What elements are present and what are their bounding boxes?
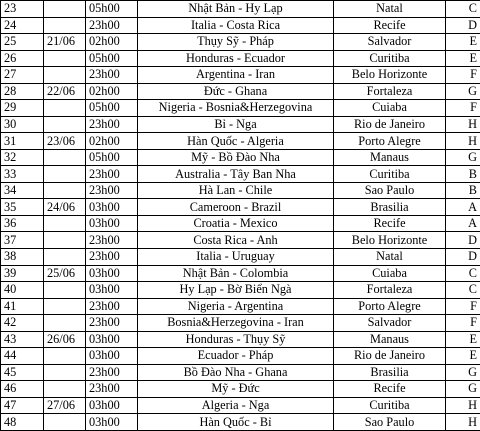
date-cell: 21/06 (44, 34, 86, 51)
time-cell: 03h00 (86, 397, 138, 414)
match-number-cell: 44 (1, 348, 44, 365)
venue-cell: Fortaleza (334, 83, 446, 100)
date-cell: 27/06 (44, 397, 86, 414)
match-teams-cell: Đức - Ghana (138, 83, 334, 100)
match-teams-cell: Hàn Quốc - Bỉ (138, 414, 334, 431)
date-cell: 23/06 (44, 133, 86, 150)
time-cell: 03h00 (86, 414, 138, 431)
match-number-cell: 29 (1, 100, 44, 117)
venue-cell: Sao Paulo (334, 414, 446, 431)
table-row (1, 215, 480, 232)
match-teams-cell: Bồ Đào Nha - Ghana (138, 364, 334, 381)
table-row (1, 100, 480, 117)
time-cell: 03h00 (86, 348, 138, 365)
match-number-cell: 23 (1, 1, 44, 18)
match-teams-cell: Croatia - Mexico (138, 215, 334, 232)
venue-cell: Manaus (334, 149, 446, 166)
time-cell: 05h00 (86, 149, 138, 166)
match-teams-cell: Argentina - Iran (138, 67, 334, 84)
match-number-cell: 37 (1, 232, 44, 249)
match-teams-cell: Honduras - Ecuador (138, 50, 334, 67)
venue-cell: Porto Alegre (334, 298, 446, 315)
table-row (1, 414, 480, 431)
time-cell: 02h00 (86, 34, 138, 51)
match-number-cell: 28 (1, 83, 44, 100)
date-cell (44, 149, 86, 166)
time-cell: 23h00 (86, 116, 138, 133)
table-row (1, 149, 480, 166)
match-teams-cell: Mỹ - Bồ Đào Nha (138, 149, 334, 166)
venue-cell: Porto Alegre (334, 133, 446, 150)
match-teams-cell: Hy Lạp - Bờ Biển Ngà (138, 282, 334, 299)
match-number-cell: 36 (1, 215, 44, 232)
match-teams-cell: Hàn Quốc - Algeria (138, 133, 334, 150)
venue-cell: Natal (334, 1, 446, 18)
match-number-cell: 41 (1, 298, 44, 315)
group-cell: B (446, 166, 480, 183)
venue-cell: Sao Paulo (334, 182, 446, 199)
venue-cell: Curitiba (334, 166, 446, 183)
group-cell: H (446, 116, 480, 133)
table-row (1, 17, 480, 34)
group-cell: G (446, 83, 480, 100)
time-cell: 05h00 (86, 100, 138, 117)
venue-cell: Recife (334, 381, 446, 398)
table-row (1, 67, 480, 84)
match-number-cell: 25 (1, 34, 44, 51)
match-number-cell: 42 (1, 315, 44, 332)
group-cell: D (446, 17, 480, 34)
date-cell: 25/06 (44, 265, 86, 282)
venue-cell: Brasilia (334, 364, 446, 381)
table-row (1, 83, 480, 100)
venue-cell: Cuiaba (334, 100, 446, 117)
match-teams-cell: Australia - Tây Ban Nha (138, 166, 334, 183)
time-cell: 23h00 (86, 248, 138, 265)
date-cell (44, 232, 86, 249)
table-row (1, 133, 480, 150)
group-cell: E (446, 34, 480, 51)
date-cell (44, 364, 86, 381)
time-cell: 23h00 (86, 315, 138, 332)
venue-cell: Salvador (334, 34, 446, 51)
match-number-cell: 38 (1, 248, 44, 265)
group-cell: C (446, 265, 480, 282)
time-cell: 03h00 (86, 282, 138, 299)
table-row (1, 364, 480, 381)
match-number-cell: 46 (1, 381, 44, 398)
group-cell: F (446, 100, 480, 117)
group-cell: A (446, 199, 480, 216)
time-cell: 23h00 (86, 232, 138, 249)
match-number-cell: 35 (1, 199, 44, 216)
match-number-cell: 30 (1, 116, 44, 133)
group-cell: G (446, 364, 480, 381)
time-cell: 02h00 (86, 83, 138, 100)
match-teams-cell: Bosnia&Herzegovina - Iran (138, 315, 334, 332)
time-cell: 05h00 (86, 50, 138, 67)
date-cell (44, 298, 86, 315)
match-number-cell: 43 (1, 331, 44, 348)
match-teams-cell: Nigeria - Argentina (138, 298, 334, 315)
venue-cell: Curitiba (334, 397, 446, 414)
venue-cell: Recife (334, 215, 446, 232)
time-cell: 03h00 (86, 331, 138, 348)
match-number-cell: 40 (1, 282, 44, 299)
match-teams-cell: Hà Lan - Chile (138, 182, 334, 199)
match-number-cell: 39 (1, 265, 44, 282)
match-number-cell: 26 (1, 50, 44, 67)
table-row (1, 397, 480, 414)
match-number-cell: 45 (1, 364, 44, 381)
date-cell (44, 50, 86, 67)
date-cell (44, 182, 86, 199)
time-cell: 23h00 (86, 381, 138, 398)
match-teams-cell: Cameroon - Brazil (138, 199, 334, 216)
table-row (1, 1, 480, 18)
date-cell (44, 248, 86, 265)
time-cell: 23h00 (86, 298, 138, 315)
match-teams-cell: Costa Rica - Anh (138, 232, 334, 249)
venue-cell: Cuiaba (334, 265, 446, 282)
table-row (1, 348, 480, 365)
date-cell (44, 100, 86, 117)
table-row (1, 199, 480, 216)
match-teams-cell: Mỹ - Đức (138, 381, 334, 398)
match-teams-cell: Bỉ - Nga (138, 116, 334, 133)
table-row (1, 315, 480, 332)
group-cell: C (446, 282, 480, 299)
group-cell: G (446, 381, 480, 398)
date-cell (44, 215, 86, 232)
match-number-cell: 31 (1, 133, 44, 150)
time-cell: 23h00 (86, 17, 138, 34)
table-row (1, 116, 480, 133)
time-cell: 03h00 (86, 265, 138, 282)
table-row (1, 331, 480, 348)
table-row (1, 232, 480, 249)
date-cell (44, 381, 86, 398)
group-cell: F (446, 298, 480, 315)
match-teams-cell: Nhật Bản - Colombia (138, 265, 334, 282)
match-number-cell: 47 (1, 397, 44, 414)
time-cell: 03h00 (86, 199, 138, 216)
time-cell: 23h00 (86, 166, 138, 183)
group-cell: F (446, 315, 480, 332)
venue-cell: Rio de Janeiro (334, 116, 446, 133)
date-cell (44, 414, 86, 431)
group-cell: D (446, 232, 480, 249)
group-cell: E (446, 348, 480, 365)
match-teams-cell: Italia - Uruguay (138, 248, 334, 265)
table-row (1, 248, 480, 265)
group-cell: F (446, 67, 480, 84)
table-row (1, 298, 480, 315)
group-cell: E (446, 331, 480, 348)
group-cell: H (446, 397, 480, 414)
time-cell: 23h00 (86, 364, 138, 381)
date-cell (44, 348, 86, 365)
date-cell: 26/06 (44, 331, 86, 348)
table-row (1, 166, 480, 183)
table-row (1, 50, 480, 67)
table-row (1, 381, 480, 398)
match-number-cell: 48 (1, 414, 44, 431)
group-cell: E (446, 50, 480, 67)
time-cell: 02h00 (86, 133, 138, 150)
schedule-body (1, 1, 480, 431)
match-number-cell: 27 (1, 67, 44, 84)
date-cell (44, 67, 86, 84)
group-cell: H (446, 414, 480, 431)
venue-cell: Belo Horizonte (334, 67, 446, 84)
venue-cell: Fortaleza (334, 282, 446, 299)
venue-cell: Natal (334, 248, 446, 265)
match-teams-cell: Algeria - Nga (138, 397, 334, 414)
match-number-cell: 24 (1, 17, 44, 34)
group-cell: G (446, 149, 480, 166)
date-cell (44, 1, 86, 18)
match-number-cell: 32 (1, 149, 44, 166)
match-teams-cell: Honduras - Thụy Sỹ (138, 331, 334, 348)
match-teams-cell: Nigeria - Bosnia&Herzegovina (138, 100, 334, 117)
match-teams-cell: Ecuador - Pháp (138, 348, 334, 365)
date-cell (44, 17, 86, 34)
venue-cell: Curitiba (334, 50, 446, 67)
date-cell (44, 116, 86, 133)
match-teams-cell: Thụy Sỹ - Pháp (138, 34, 334, 51)
match-number-cell: 33 (1, 166, 44, 183)
match-number-cell: 34 (1, 182, 44, 199)
venue-cell: Rio de Janeiro (334, 348, 446, 365)
table-row (1, 34, 480, 51)
date-cell (44, 315, 86, 332)
date-cell: 24/06 (44, 199, 86, 216)
table-row (1, 182, 480, 199)
venue-cell: Brasilia (334, 199, 446, 216)
venue-cell: Manaus (334, 331, 446, 348)
date-cell: 22/06 (44, 83, 86, 100)
time-cell: 03h00 (86, 215, 138, 232)
date-cell (44, 282, 86, 299)
time-cell: 05h00 (86, 1, 138, 18)
venue-cell: Recife (334, 17, 446, 34)
match-teams-cell: Italia - Costa Rica (138, 17, 334, 34)
group-cell: B (446, 182, 480, 199)
group-cell: D (446, 248, 480, 265)
group-cell: C (446, 1, 480, 18)
table-row (1, 265, 480, 282)
match-teams-cell: Nhật Bản - Hy Lạp (138, 1, 334, 18)
time-cell: 23h00 (86, 67, 138, 84)
venue-cell: Salvador (334, 315, 446, 332)
time-cell: 23h00 (86, 182, 138, 199)
table-row (1, 282, 480, 299)
group-cell: A (446, 215, 480, 232)
date-cell (44, 166, 86, 183)
venue-cell: Belo Horizonte (334, 232, 446, 249)
group-cell: H (446, 133, 480, 150)
